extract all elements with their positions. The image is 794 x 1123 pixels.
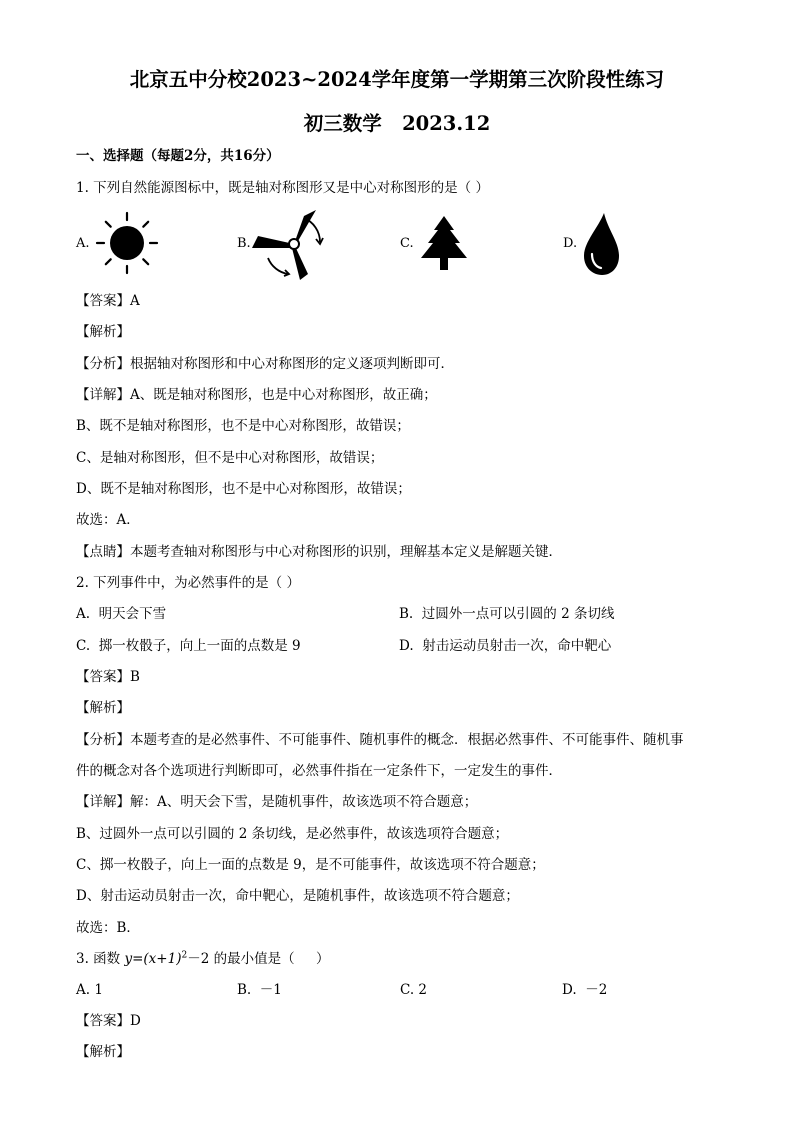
q2-detail-line: D、射击运动员射击一次，命中靶心，是随机事件，故该选项不符合题意；: [76, 888, 519, 904]
q2-option-a: A. 明天会下雪: [76, 606, 167, 622]
q1-detail-line: 故选：A．: [76, 512, 140, 528]
q3-option-d: D. －2: [562, 982, 608, 998]
q3-formula-exponent: 2: [181, 950, 188, 961]
question-1-stem: 1. 下列自然能源图标中，既是轴对称图形又是中心对称图形的是（ ）: [76, 180, 489, 196]
sun-icon: [92, 210, 162, 276]
q3-stem-prefix: 3. 函数: [76, 951, 125, 967]
q1-analysis-heading: 【解析】: [76, 324, 130, 340]
q3-option-c: C. 2: [400, 982, 428, 998]
q1-fenxi: 【分析】根据轴对称图形和中心对称图形的定义逐项判断即可．: [76, 356, 454, 372]
document-subtitle: 初三数学 2023.12: [303, 112, 491, 135]
q3-formula: y=(x+1): [124, 951, 182, 967]
q2-detail-line: B、过圆外一点可以引圆的 2 条切线，是必然事件，故该选项符合题意；: [76, 826, 509, 842]
drop-icon: [578, 210, 624, 278]
q2-detail-line: C、掷一枚骰子，向上一面的点数是 9，是不可能事件，故该选项不符合题意；: [76, 857, 545, 873]
q1-option-d-label: D.: [563, 236, 578, 251]
q1-option-a-label: A.: [76, 236, 90, 251]
q2-answer: 【答案】B: [76, 669, 140, 685]
q2-detail-line: 故选：B．: [76, 920, 140, 936]
q1-answer: 【答案】A: [76, 293, 140, 309]
q1-detail-line: D、既不是轴对称图形，也不是中心对称图形，故错误；: [76, 481, 411, 497]
question-3-stem: [76, 950, 330, 968]
q2-fenxi-line: 件的概念对各个选项进行判断即可，必然事件指在一定条件下，一定发生的事件．: [76, 763, 562, 779]
q2-option-d: D. 射击运动员射击一次，命中靶心: [399, 638, 612, 654]
fan-icon: [252, 208, 332, 280]
q2-analysis-heading: 【解析】: [76, 700, 130, 716]
q1-detail-line: B、既不是轴对称图形，也不是中心对称图形，故错误；: [76, 418, 410, 434]
document-title: 北京五中分校2023~2024学年度第一学期第三次阶段性练习: [129, 68, 665, 91]
q2-fenxi-line: 【分析】本题考查的是必然事件、不可能事件、随机事件的概念．根据必然事件、不可能事件、随机事: [76, 732, 684, 748]
q3-stem-suffix: －2 的最小值是（ ）: [187, 951, 330, 967]
q1-option-b-label: B.: [237, 236, 251, 251]
q3-option-a: A. 1: [76, 982, 103, 998]
q3-analysis-heading: 【解析】: [76, 1044, 130, 1060]
q2-detail-line: 【详解】解：A、明天会下雪，是随机事件，故该选项不符合题意；: [76, 794, 478, 810]
q1-dianjing: 【点睛】本题考查轴对称图形与中心对称图形的识别，理解基本定义是解题关键．: [76, 544, 562, 560]
tree-icon: [418, 214, 470, 272]
q2-option-b: B. 过圆外一点可以引圆的 2 条切线: [399, 606, 615, 622]
q1-option-c-label: C.: [400, 236, 414, 251]
q2-option-c: C. 掷一枚骰子，向上一面的点数是 9: [76, 638, 301, 654]
section-heading: 一、选择题（每题2分，共16分）: [76, 148, 280, 164]
question-2-stem: 2. 下列事件中，为必然事件的是（ ）: [76, 575, 300, 591]
q3-option-b: B. －1: [237, 982, 282, 998]
q3-answer: 【答案】D: [76, 1013, 141, 1029]
q1-detail-line: 【详解】A、既是轴对称图形，也是中心对称图形，故正确；: [76, 387, 437, 403]
q1-detail-line: C、是轴对称图形，但不是中心对称图形，故错误；: [76, 450, 384, 466]
